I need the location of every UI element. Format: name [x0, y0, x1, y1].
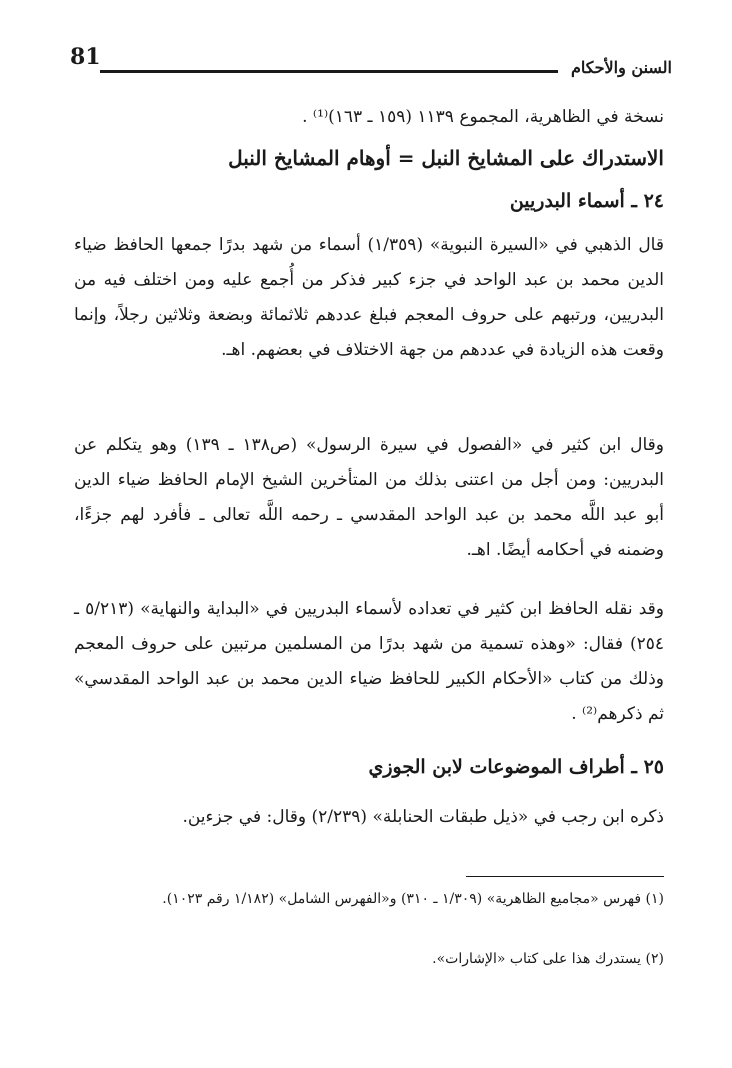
footnote-2: (٢) يستدرك هذا على كتاب «الإشارات».: [432, 951, 664, 967]
paragraph-ibn-rajab: ذكره ابن رجب في «ذيل طبقات الحنابلة» (٢/٢٣٩) وقال: في جزءين.: [182, 807, 664, 827]
paragraph-dhahabi: قال الذهبي في «السيرة النبوية» (١/٣٥٩) أسماء من شهد بدرًا جمعها الحافظ ضياء الدين محمد بن عبد الواحد في جزء كبير فذكر من أُجمع عليه ومن اختلف فيه من البدريين، ورتبهم على حروف المعجم فبلغ عددهم ثلاثمائة وبضعة وثلاثين رجلاً، وإنما وقعت هذه الزيادة في عددهم من جهة الاختلاف في بعضهم. اهـ.: [74, 235, 665, 360]
paragraph-ibn-kathir-bidaya: وقد نقله الحافظ ابن كثير في تعداده لأسماء البدريين في «البداية والنهاية» (٥/٢١٣ ـ ٢٥٤) فقال: «وهذه تسمية من شهد بدرًا من المسلمين مرتبين على حروف المعجم وذلك من كتاب «الأحكام الكبير للحافظ ضياء الدين محمد بن عبد الواحد المقدسي» ثم ذكرهم⁽²⁾ .: [74, 599, 664, 724]
running-header: [70, 44, 672, 88]
paragraph-ibn-kathir-fusul: وقال ابن كثير في «الفصول في سيرة الرسول» (ص١٣٨ ـ ١٣٩) وهو يتكلم عن البدريين: ومن أجل من اعتنى بذلك من المتأخرين الشيخ الإمام الحافظ ضياء الدين أبو عبد اللَّه محمد بن عبد الواحد المقدسي ـ رحمه اللَّه تعالى ـ فأفرد لهم جزءًا، وضمنه في أحكامه أيضًا. اهـ.: [74, 435, 664, 560]
running-title: السنن والأحكام: [571, 58, 672, 77]
entry-heading-24: ٢٤ ـ أسماء البدريين: [509, 190, 664, 212]
header-rule: [100, 70, 558, 73]
section-heading: الاستدراك على المشايخ النبل = أوهام المشايخ النبل: [228, 146, 664, 170]
footnote-separator: [466, 876, 664, 877]
footnote-1: (١) فهرس «مجاميع الظاهرية» (١/٣٠٩ ـ ٣١٠) و«الفهرس الشامل» (١/١٨٢ رقم ١٠٢٣).: [162, 891, 664, 907]
paragraph-continuation: نسخة في الظاهرية، المجموع ١١٣٩ (١٥٩ ـ ١٦٣)⁽¹⁾ .: [302, 107, 664, 127]
entry-heading-25: ٢٥ ـ أطراف الموضوعات لابن الجوزي: [368, 756, 664, 778]
page-number: 81: [70, 44, 101, 70]
